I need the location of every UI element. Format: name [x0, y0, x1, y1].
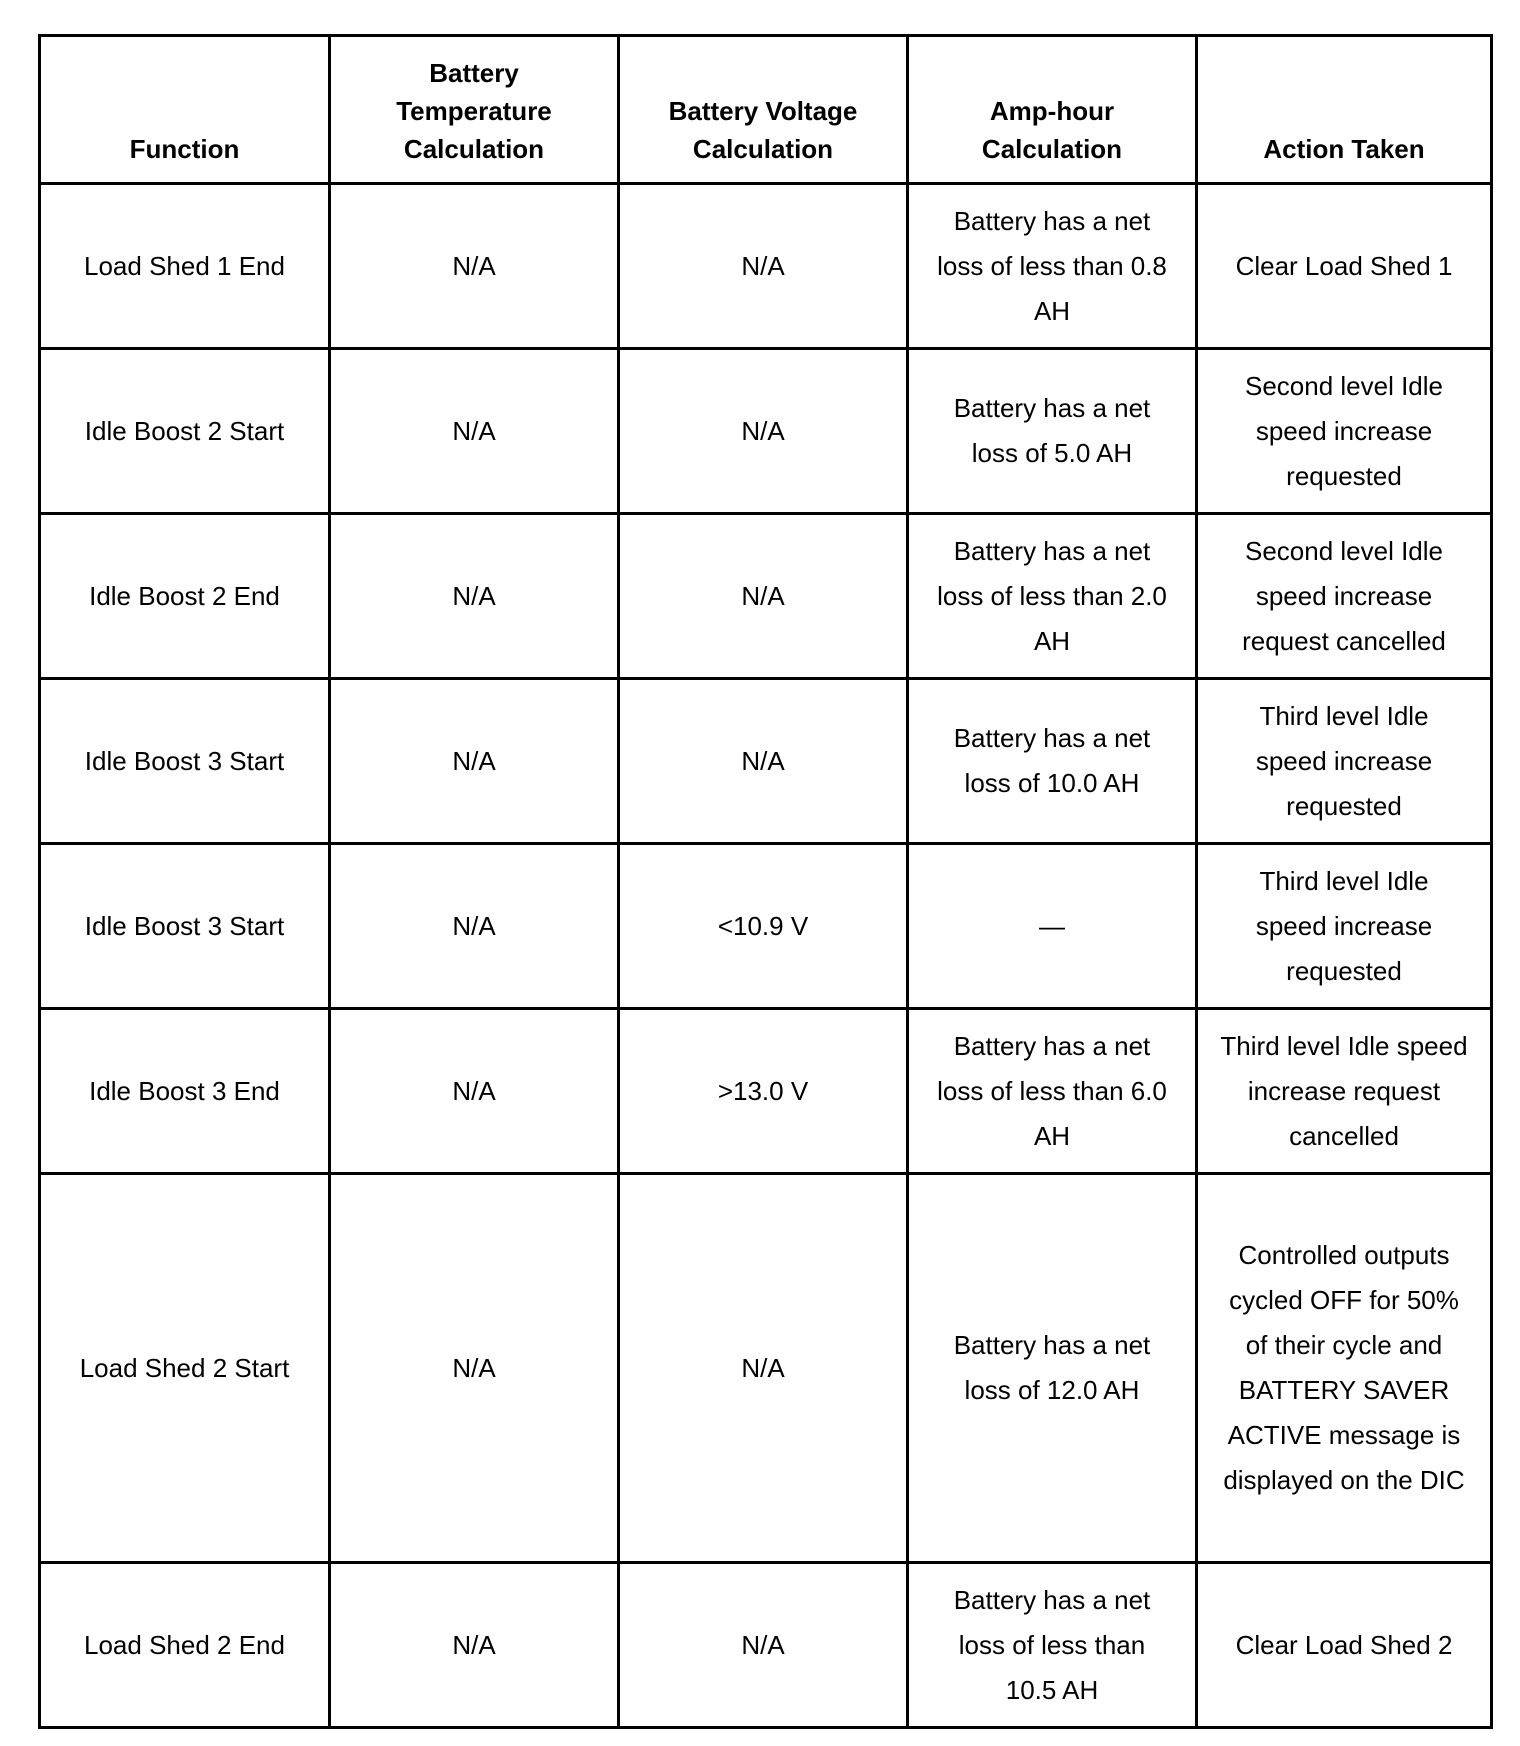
battery-load-shed-table — [38, 34, 1493, 1729]
cell-voltage: N/A — [619, 184, 908, 349]
cell-temperature: N/A — [330, 184, 619, 349]
cell-amp-hour: Battery has a net loss of less than 0.8 AH — [908, 184, 1197, 349]
cell-action: Third level Idle speed increase requested — [1197, 679, 1492, 844]
cell-action: Third level Idle speed increase requested — [1197, 844, 1492, 1009]
cell-amp-hour: Battery has a net loss of 5.0 AH — [908, 349, 1197, 514]
cell-action: Second level Idle speed increase requested — [1197, 349, 1492, 514]
cell-voltage: N/A — [619, 514, 908, 679]
cell-voltage: N/A — [619, 1174, 908, 1563]
cell-function: Idle Boost 3 Start — [40, 844, 330, 1009]
table-row — [40, 1009, 1492, 1174]
cell-amp-hour: Battery has a net loss of less than 10.5 AH — [908, 1563, 1197, 1728]
table-row — [40, 349, 1492, 514]
cell-voltage: >13.0 V — [619, 1009, 908, 1174]
header-amp-hour: Amp-hour Calculation — [908, 36, 1197, 184]
cell-amp-hour: — — [908, 844, 1197, 1009]
cell-function: Load Shed 1 End — [40, 184, 330, 349]
table-row — [40, 844, 1492, 1009]
cell-action: Third level Idle speed increase request cancelled — [1197, 1009, 1492, 1174]
cell-function: Idle Boost 3 Start — [40, 679, 330, 844]
header-row — [40, 36, 1492, 184]
cell-action: Controlled outputs cycled OFF for 50% of their cycle and BATTERY SAVER ACTIVE message is displayed on the DIC — [1197, 1174, 1492, 1563]
table-row — [40, 1563, 1492, 1728]
cell-temperature: N/A — [330, 1009, 619, 1174]
cell-amp-hour: Battery has a net loss of 10.0 AH — [908, 679, 1197, 844]
table-row — [40, 679, 1492, 844]
cell-function: Idle Boost 2 End — [40, 514, 330, 679]
cell-temperature: N/A — [330, 514, 619, 679]
cell-voltage: N/A — [619, 679, 908, 844]
cell-voltage: N/A — [619, 349, 908, 514]
cell-function: Load Shed 2 End — [40, 1563, 330, 1728]
cell-amp-hour: Battery has a net loss of less than 2.0 AH — [908, 514, 1197, 679]
cell-function: Load Shed 2 Start — [40, 1174, 330, 1563]
header-voltage: Battery Voltage Calculation — [619, 36, 908, 184]
cell-voltage: N/A — [619, 1563, 908, 1728]
header-action: Action Taken — [1197, 36, 1492, 184]
cell-temperature: N/A — [330, 1563, 619, 1728]
table-row — [40, 184, 1492, 349]
cell-action: Clear Load Shed 2 — [1197, 1563, 1492, 1728]
cell-amp-hour: Battery has a net loss of less than 6.0 AH — [908, 1009, 1197, 1174]
cell-temperature: N/A — [330, 349, 619, 514]
cell-temperature: N/A — [330, 679, 619, 844]
table-row — [40, 514, 1492, 679]
header-temperature: Battery Temperature Calculation — [330, 36, 619, 184]
cell-amp-hour: Battery has a net loss of 12.0 AH — [908, 1174, 1197, 1563]
cell-action: Clear Load Shed 1 — [1197, 184, 1492, 349]
cell-temperature: N/A — [330, 1174, 619, 1563]
cell-action: Second level Idle speed increase request cancelled — [1197, 514, 1492, 679]
cell-function: Idle Boost 3 End — [40, 1009, 330, 1174]
table-row — [40, 1174, 1492, 1563]
cell-temperature: N/A — [330, 844, 619, 1009]
cell-voltage: <10.9 V — [619, 844, 908, 1009]
cell-function: Idle Boost 2 Start — [40, 349, 330, 514]
header-function: Function — [40, 36, 330, 184]
